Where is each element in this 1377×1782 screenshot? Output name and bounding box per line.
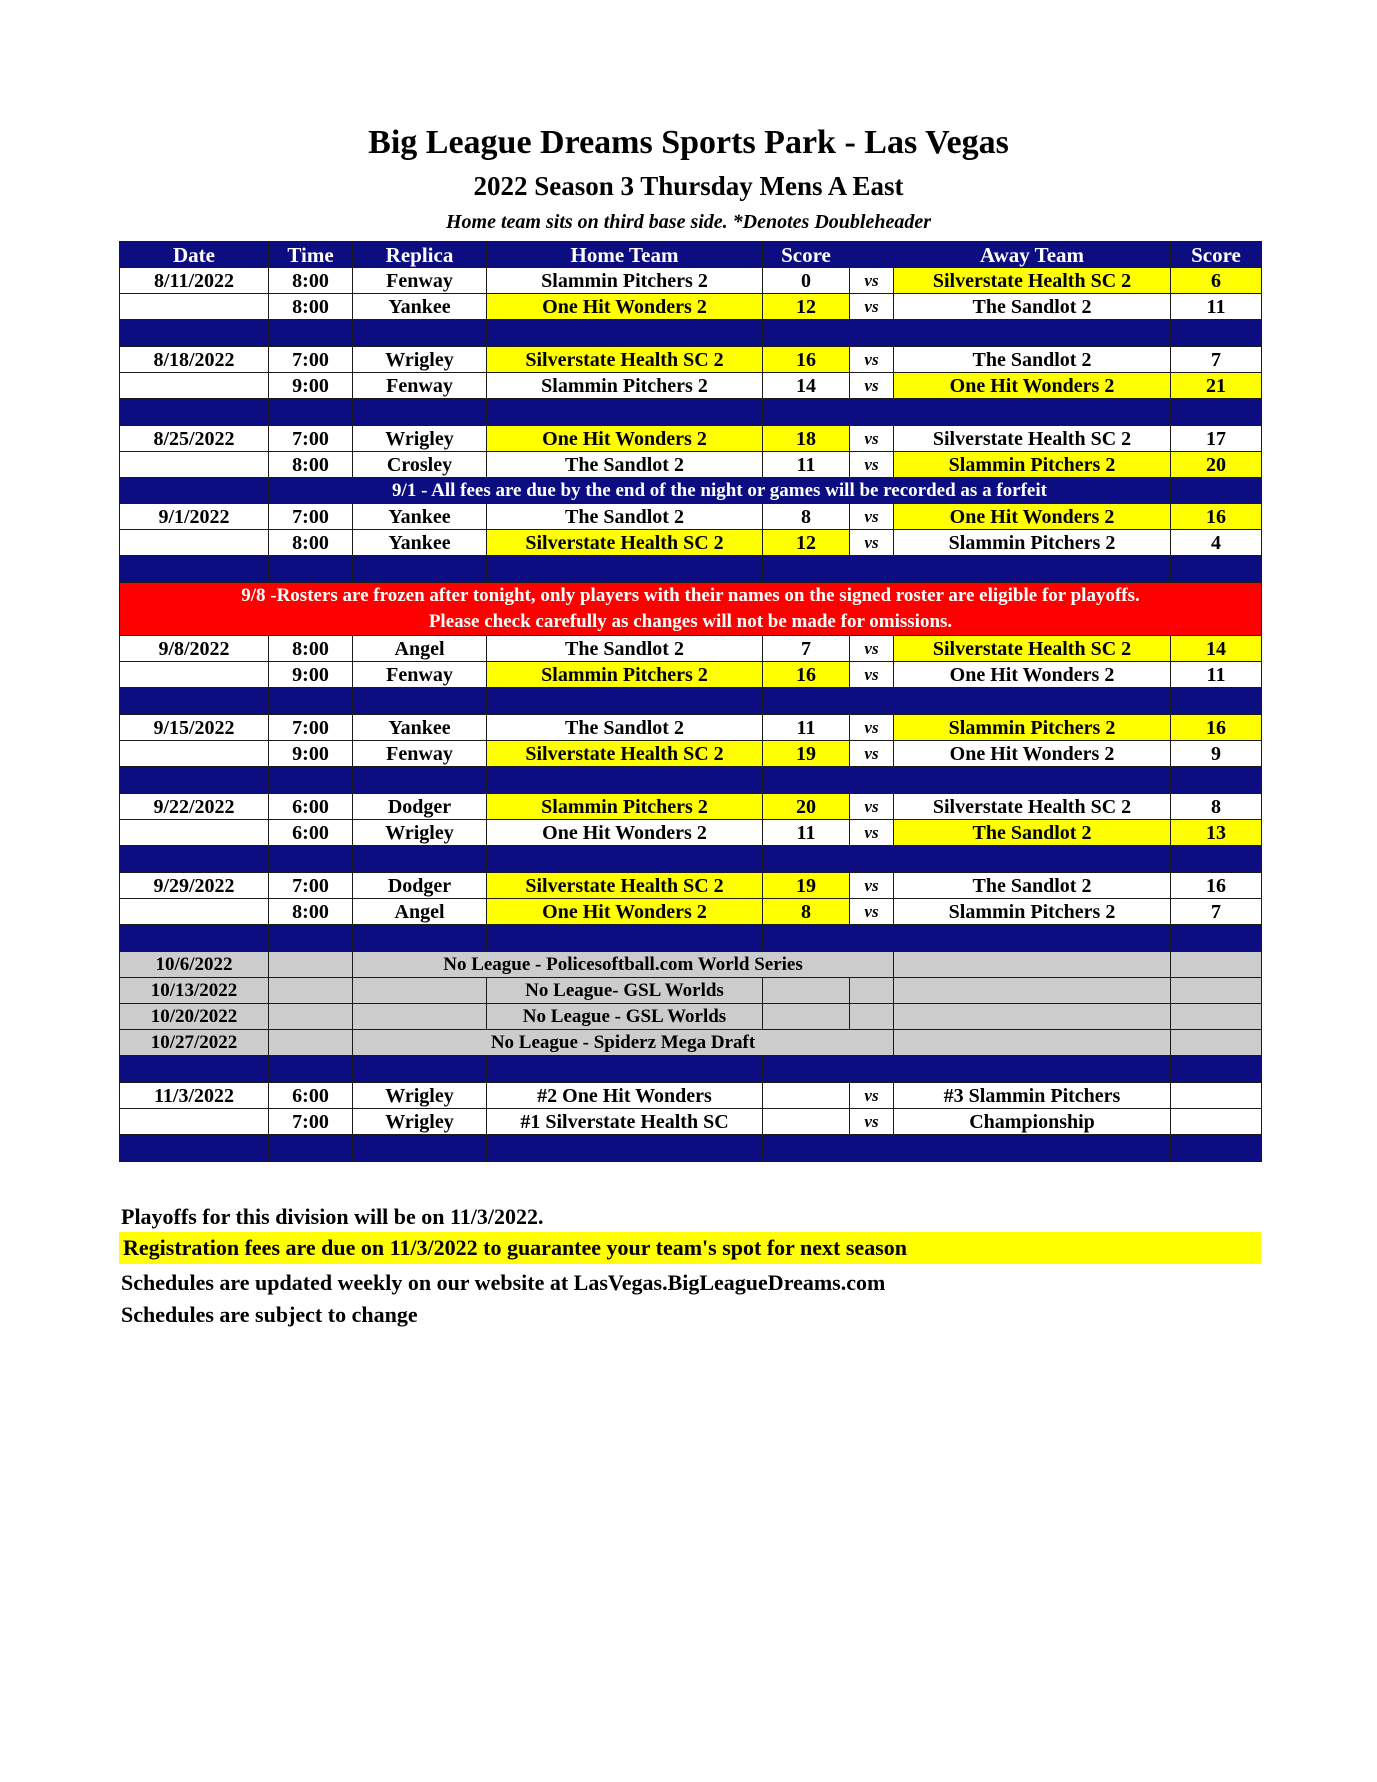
date-cell (120, 662, 269, 688)
spacer-cell (894, 688, 1171, 715)
spacer-cell (894, 925, 1171, 952)
home-score-cell: 11 (763, 452, 850, 478)
date-cell: 9/1/2022 (120, 504, 269, 530)
vs-cell: vs (850, 1083, 894, 1109)
spacer-row (120, 320, 1262, 347)
replica-field-cell: Crosley (353, 452, 487, 478)
home-team-note: Home team sits on third base side. *Denotes Doubleheader (446, 211, 931, 233)
away-team-cell: Slammin Pitchers 2 (894, 899, 1171, 925)
col-header-date: Date (120, 242, 269, 268)
notice-row (120, 478, 1262, 504)
vs-cell: vs (850, 347, 894, 373)
home-team-cell: The Sandlot 2 (487, 452, 763, 478)
spacer-cell (763, 846, 850, 873)
no-league-row (120, 1030, 1262, 1056)
spacer-cell (850, 1135, 894, 1162)
home-team-cell: One Hit Wonders 2 (487, 820, 763, 846)
spacer-cell (487, 846, 763, 873)
time-cell (269, 952, 353, 978)
away-team-cell: Silverstate Health SC 2 (894, 426, 1171, 452)
away-team-cell: Silverstate Health SC 2 (894, 794, 1171, 820)
schedule-body (120, 268, 1262, 1162)
date-cell (120, 899, 269, 925)
spacer-cell (487, 767, 763, 794)
time-cell: 7:00 (269, 1109, 353, 1135)
home-team-cell: Silverstate Health SC 2 (487, 530, 763, 556)
away-team-cell: One Hit Wonders 2 (894, 373, 1171, 399)
spacer-cell (487, 320, 763, 347)
game-row (120, 268, 1262, 294)
col-header-home-team: Home Team (487, 242, 763, 268)
away-team-cell: Championship (894, 1109, 1171, 1135)
time-cell: 7:00 (269, 426, 353, 452)
spacer-row (120, 1135, 1262, 1162)
date-cell: 9/22/2022 (120, 794, 269, 820)
vs-cell (850, 1004, 894, 1030)
away-team-cell: Silverstate Health SC 2 (894, 636, 1171, 662)
no-league-row (120, 1004, 1262, 1030)
spacer-cell (1171, 556, 1262, 583)
spacer-cell (269, 925, 353, 952)
date-cell (120, 373, 269, 399)
game-row (120, 899, 1262, 925)
spacer-cell (1171, 1135, 1262, 1162)
away-score-cell (1171, 978, 1262, 1004)
spacer-cell (850, 925, 894, 952)
home-team-cell: The Sandlot 2 (487, 504, 763, 530)
no-league-text: No League - GSL Worlds (487, 1004, 763, 1030)
date-cell (120, 820, 269, 846)
game-row (120, 873, 1262, 899)
time-cell (269, 1004, 353, 1030)
spacer-cell (269, 767, 353, 794)
no-league-text: No League - Spiderz Mega Draft (353, 1030, 894, 1056)
home-score-cell: 20 (763, 794, 850, 820)
time-cell: 6:00 (269, 820, 353, 846)
replica-field-cell: Wrigley (353, 1083, 487, 1109)
spacer-cell (269, 846, 353, 873)
replica-field-cell: Wrigley (353, 347, 487, 373)
time-cell (269, 1030, 353, 1056)
date-cell: 9/8/2022 (120, 636, 269, 662)
away-score-cell: 7 (1171, 347, 1262, 373)
spacer-cell (894, 320, 1171, 347)
date-cell: 9/29/2022 (120, 873, 269, 899)
home-score-cell (763, 978, 850, 1004)
away-score-cell: 14 (1171, 636, 1262, 662)
spacer-cell (894, 1056, 1171, 1083)
away-score-cell (1171, 1109, 1262, 1135)
game-row (120, 294, 1262, 320)
no-league-row (120, 952, 1262, 978)
home-team-cell: Silverstate Health SC 2 (487, 873, 763, 899)
spacer-cell (353, 1056, 487, 1083)
date-cell (120, 294, 269, 320)
replica-field-cell: Yankee (353, 715, 487, 741)
notice-text: 9/1 - All fees are due by the end of the night or games will be recorded as a forfeit (269, 478, 1171, 504)
away-team-cell: One Hit Wonders 2 (894, 741, 1171, 767)
home-score-cell: 18 (763, 426, 850, 452)
spacer-cell (1171, 1056, 1262, 1083)
vs-cell: vs (850, 873, 894, 899)
vs-cell: vs (850, 504, 894, 530)
spacer-cell (1171, 320, 1262, 347)
spacer-cell (120, 846, 269, 873)
spacer-cell (850, 688, 894, 715)
home-team-cell: The Sandlot 2 (487, 636, 763, 662)
away-score-cell: 13 (1171, 820, 1262, 846)
vs-cell: vs (850, 452, 894, 478)
spacer-cell (1171, 767, 1262, 794)
home-team-cell: Slammin Pitchers 2 (487, 662, 763, 688)
spacer-cell (1171, 399, 1262, 426)
away-team-cell (894, 1030, 1171, 1056)
replica-field-cell: Yankee (353, 530, 487, 556)
home-score-cell: 19 (763, 741, 850, 767)
spacer-cell (1171, 846, 1262, 873)
replica-field-cell: Yankee (353, 504, 487, 530)
away-score-cell: 7 (1171, 899, 1262, 925)
spacer-row (120, 556, 1262, 583)
away-team-cell: The Sandlot 2 (894, 873, 1171, 899)
vs-cell: vs (850, 715, 894, 741)
game-row (120, 662, 1262, 688)
vs-cell: vs (850, 268, 894, 294)
spacer-cell (763, 925, 850, 952)
game-row (120, 347, 1262, 373)
vs-cell: vs (850, 741, 894, 767)
away-score-cell: 11 (1171, 294, 1262, 320)
roster-alert-line-2: Please check carefully as changes will not be made for omissions. (428, 611, 953, 632)
time-cell: 7:00 (269, 504, 353, 530)
date-cell: 10/6/2022 (120, 952, 269, 978)
time-cell: 9:00 (269, 662, 353, 688)
time-cell: 8:00 (269, 452, 353, 478)
date-cell: 8/18/2022 (120, 347, 269, 373)
date-cell: 10/20/2022 (120, 1004, 269, 1030)
col-header-away-score: Score (1171, 242, 1262, 268)
time-cell: 9:00 (269, 741, 353, 767)
spacer-cell (120, 1135, 269, 1162)
home-score-cell: 11 (763, 820, 850, 846)
spacer-cell (894, 767, 1171, 794)
home-score-cell: 19 (763, 873, 850, 899)
spacer-cell (353, 320, 487, 347)
spacer-cell (763, 767, 850, 794)
game-row (120, 504, 1262, 530)
game-row (120, 452, 1262, 478)
away-score-cell: 8 (1171, 794, 1262, 820)
replica-field-cell: Wrigley (353, 426, 487, 452)
away-score-cell: 11 (1171, 662, 1262, 688)
away-score-cell (1171, 952, 1262, 978)
home-team-cell: Silverstate Health SC 2 (487, 347, 763, 373)
no-league-row (120, 978, 1262, 1004)
header-row (120, 242, 1262, 268)
spacer-cell (269, 556, 353, 583)
spacer-cell (269, 688, 353, 715)
spacer-cell (763, 320, 850, 347)
away-score-cell: 16 (1171, 715, 1262, 741)
date-cell: 9/15/2022 (120, 715, 269, 741)
game-row (120, 530, 1262, 556)
no-league-text: No League- GSL Worlds (487, 978, 763, 1004)
spacer-cell (120, 688, 269, 715)
spacer-cell (487, 1135, 763, 1162)
replica-field-cell: Angel (353, 899, 487, 925)
page-subtitle: 2022 Season 3 Thursday Mens A East (473, 171, 904, 201)
away-team-cell: #3 Slammin Pitchers (894, 1083, 1171, 1109)
away-score-cell: 6 (1171, 268, 1262, 294)
time-cell: 6:00 (269, 1083, 353, 1109)
spacer-row (120, 925, 1262, 952)
away-score-cell: 9 (1171, 741, 1262, 767)
home-score-cell: 0 (763, 268, 850, 294)
spacer-cell (120, 1056, 269, 1083)
home-score-cell: 12 (763, 530, 850, 556)
spacer-cell (850, 399, 894, 426)
away-team-cell (894, 952, 1171, 978)
playoffs-note: Playoffs for this division will be on 11/3/2022. (121, 1204, 544, 1229)
spacer-cell (269, 1056, 353, 1083)
subject-to-change-note: Schedules are subject to change (121, 1302, 418, 1327)
vs-cell: vs (850, 794, 894, 820)
col-header-replica: Replica (353, 242, 487, 268)
spacer-cell (120, 767, 269, 794)
spacer-cell (269, 1135, 353, 1162)
spacer-cell (487, 688, 763, 715)
spacer-cell (894, 556, 1171, 583)
away-score-cell: 21 (1171, 373, 1262, 399)
time-cell (269, 978, 353, 1004)
home-score-cell (763, 1083, 850, 1109)
spacer-cell (894, 1135, 1171, 1162)
spacer-row (120, 1056, 1262, 1083)
home-score-cell: 16 (763, 662, 850, 688)
spacer-cell (120, 399, 269, 426)
spacer-cell (269, 399, 353, 426)
date-cell (120, 741, 269, 767)
away-team-cell: Slammin Pitchers 2 (894, 715, 1171, 741)
spacer-cell (850, 767, 894, 794)
spacer-cell (763, 399, 850, 426)
spacer-row (120, 688, 1262, 715)
home-score-cell: 14 (763, 373, 850, 399)
time-cell: 8:00 (269, 268, 353, 294)
home-score-cell: 8 (763, 504, 850, 530)
vs-cell: vs (850, 899, 894, 925)
spacer-cell (1171, 925, 1262, 952)
replica-field-cell: Dodger (353, 794, 487, 820)
vs-cell (850, 978, 894, 1004)
spacer-cell (1171, 688, 1262, 715)
game-row (120, 794, 1262, 820)
spacer-cell (120, 925, 269, 952)
time-cell: 8:00 (269, 899, 353, 925)
no-league-text: No League - Policesoftball.com World Series (353, 952, 894, 978)
vs-cell: vs (850, 426, 894, 452)
away-team-cell: One Hit Wonders 2 (894, 504, 1171, 530)
spacer-row (120, 767, 1262, 794)
home-score-cell: 12 (763, 294, 850, 320)
spacer-cell (850, 846, 894, 873)
spacer-cell (850, 556, 894, 583)
away-score-cell (1171, 1004, 1262, 1030)
spacer-cell (850, 320, 894, 347)
spacer-cell (763, 1056, 850, 1083)
game-row (120, 715, 1262, 741)
spacer-cell (353, 688, 487, 715)
time-cell: 7:00 (269, 715, 353, 741)
playoff-row (120, 1109, 1262, 1135)
replica-field-cell: Wrigley (353, 1109, 487, 1135)
replica-field-cell: Fenway (353, 373, 487, 399)
spacer-row (120, 399, 1262, 426)
away-team-cell: One Hit Wonders 2 (894, 662, 1171, 688)
date-cell: 10/13/2022 (120, 978, 269, 1004)
home-team-cell: One Hit Wonders 2 (487, 294, 763, 320)
game-row (120, 373, 1262, 399)
roster-alert-line-1: 9/8 -Rosters are frozen after tonight, only players with their names on the signed roster are eligible for playoffs. (241, 585, 1140, 606)
vs-cell: vs (850, 662, 894, 688)
spacer-cell (353, 925, 487, 952)
away-team-cell: Slammin Pitchers 2 (894, 530, 1171, 556)
date-cell (120, 530, 269, 556)
spacer-cell (353, 556, 487, 583)
replica-field-cell: Fenway (353, 268, 487, 294)
away-team-cell: The Sandlot 2 (894, 347, 1171, 373)
spacer-cell (487, 925, 763, 952)
time-cell: 8:00 (269, 636, 353, 662)
away-team-cell: Silverstate Health SC 2 (894, 268, 1171, 294)
home-team-cell: Slammin Pitchers 2 (487, 373, 763, 399)
away-score-cell (1171, 1083, 1262, 1109)
spacer-cell (353, 767, 487, 794)
away-score-cell: 20 (1171, 452, 1262, 478)
home-score-cell (763, 1109, 850, 1135)
date-cell (120, 1109, 269, 1135)
spacer-cell (763, 556, 850, 583)
date-cell: 8/11/2022 (120, 268, 269, 294)
col-header-time: Time (269, 242, 353, 268)
date-cell (120, 452, 269, 478)
away-team-cell: The Sandlot 2 (894, 294, 1171, 320)
spacer-cell (353, 399, 487, 426)
page-title: Big League Dreams Sports Park - Las Vegas (368, 124, 1009, 161)
roster-alert-row (120, 583, 1262, 636)
spacer-cell (763, 688, 850, 715)
website-note: Schedules are updated weekly on our website at LasVegas.BigLeagueDreams.com (121, 1270, 886, 1295)
away-team-cell: Slammin Pitchers 2 (894, 452, 1171, 478)
time-cell: 8:00 (269, 294, 353, 320)
col-header-away-team: Away Team (894, 242, 1171, 268)
time-cell: 8:00 (269, 530, 353, 556)
spacer-cell (353, 846, 487, 873)
vs-cell: vs (850, 373, 894, 399)
spacer-cell (269, 320, 353, 347)
away-team-cell (894, 978, 1171, 1004)
replica-field-cell: Dodger (353, 873, 487, 899)
spacer-cell (894, 846, 1171, 873)
date-cell: 11/3/2022 (120, 1083, 269, 1109)
spacer-cell (120, 556, 269, 583)
home-score-cell: 7 (763, 636, 850, 662)
away-score-cell: 16 (1171, 504, 1262, 530)
game-row (120, 426, 1262, 452)
replica-field-cell: Fenway (353, 662, 487, 688)
away-score-cell: 16 (1171, 873, 1262, 899)
away-team-cell (894, 1004, 1171, 1030)
schedule-table (119, 241, 1262, 1162)
spacer-cell (487, 1056, 763, 1083)
notice-blank (1171, 478, 1262, 504)
col-header-home-score: Score (763, 242, 850, 268)
replica-field-cell: Fenway (353, 741, 487, 767)
home-team-cell: Slammin Pitchers 2 (487, 794, 763, 820)
spacer-cell (353, 1135, 487, 1162)
playoff-row (120, 1083, 1262, 1109)
home-team-cell: Slammin Pitchers 2 (487, 268, 763, 294)
time-cell: 9:00 (269, 373, 353, 399)
registration-note: Registration fees are due on 11/3/2022 to guarantee your team's spot for next season (119, 1232, 1261, 1264)
home-score-cell: 16 (763, 347, 850, 373)
vs-cell: vs (850, 294, 894, 320)
home-team-cell: The Sandlot 2 (487, 715, 763, 741)
home-score-cell: 8 (763, 899, 850, 925)
date-cell: 8/25/2022 (120, 426, 269, 452)
home-team-cell: One Hit Wonders 2 (487, 426, 763, 452)
replica-cell (353, 1004, 487, 1030)
replica-field-cell: Wrigley (353, 820, 487, 846)
vs-cell: vs (850, 1109, 894, 1135)
replica-field-cell: Yankee (353, 294, 487, 320)
vs-cell: vs (850, 636, 894, 662)
away-score-cell: 4 (1171, 530, 1262, 556)
game-row (120, 741, 1262, 767)
away-score-cell (1171, 1030, 1262, 1056)
col-header-vs (850, 242, 894, 268)
game-row (120, 636, 1262, 662)
away-team-cell: The Sandlot 2 (894, 820, 1171, 846)
spacer-cell (894, 399, 1171, 426)
home-team-cell: Silverstate Health SC 2 (487, 741, 763, 767)
spacer-cell (763, 1135, 850, 1162)
spacer-cell (850, 1056, 894, 1083)
home-team-cell: #1 Silverstate Health SC (487, 1109, 763, 1135)
notice-blank (120, 478, 269, 504)
time-cell: 6:00 (269, 794, 353, 820)
time-cell: 7:00 (269, 873, 353, 899)
time-cell: 7:00 (269, 347, 353, 373)
replica-field-cell: Angel (353, 636, 487, 662)
game-row (120, 820, 1262, 846)
spacer-row (120, 846, 1262, 873)
date-cell: 10/27/2022 (120, 1030, 269, 1056)
replica-cell (353, 978, 487, 1004)
spacer-cell (487, 556, 763, 583)
spacer-cell (487, 399, 763, 426)
home-score-cell (763, 1004, 850, 1030)
home-score-cell: 11 (763, 715, 850, 741)
home-team-cell: #2 One Hit Wonders (487, 1083, 763, 1109)
vs-cell: vs (850, 820, 894, 846)
home-team-cell: One Hit Wonders 2 (487, 899, 763, 925)
away-score-cell: 17 (1171, 426, 1262, 452)
roster-alert-text (120, 583, 1262, 636)
vs-cell: vs (850, 530, 894, 556)
spacer-cell (120, 320, 269, 347)
